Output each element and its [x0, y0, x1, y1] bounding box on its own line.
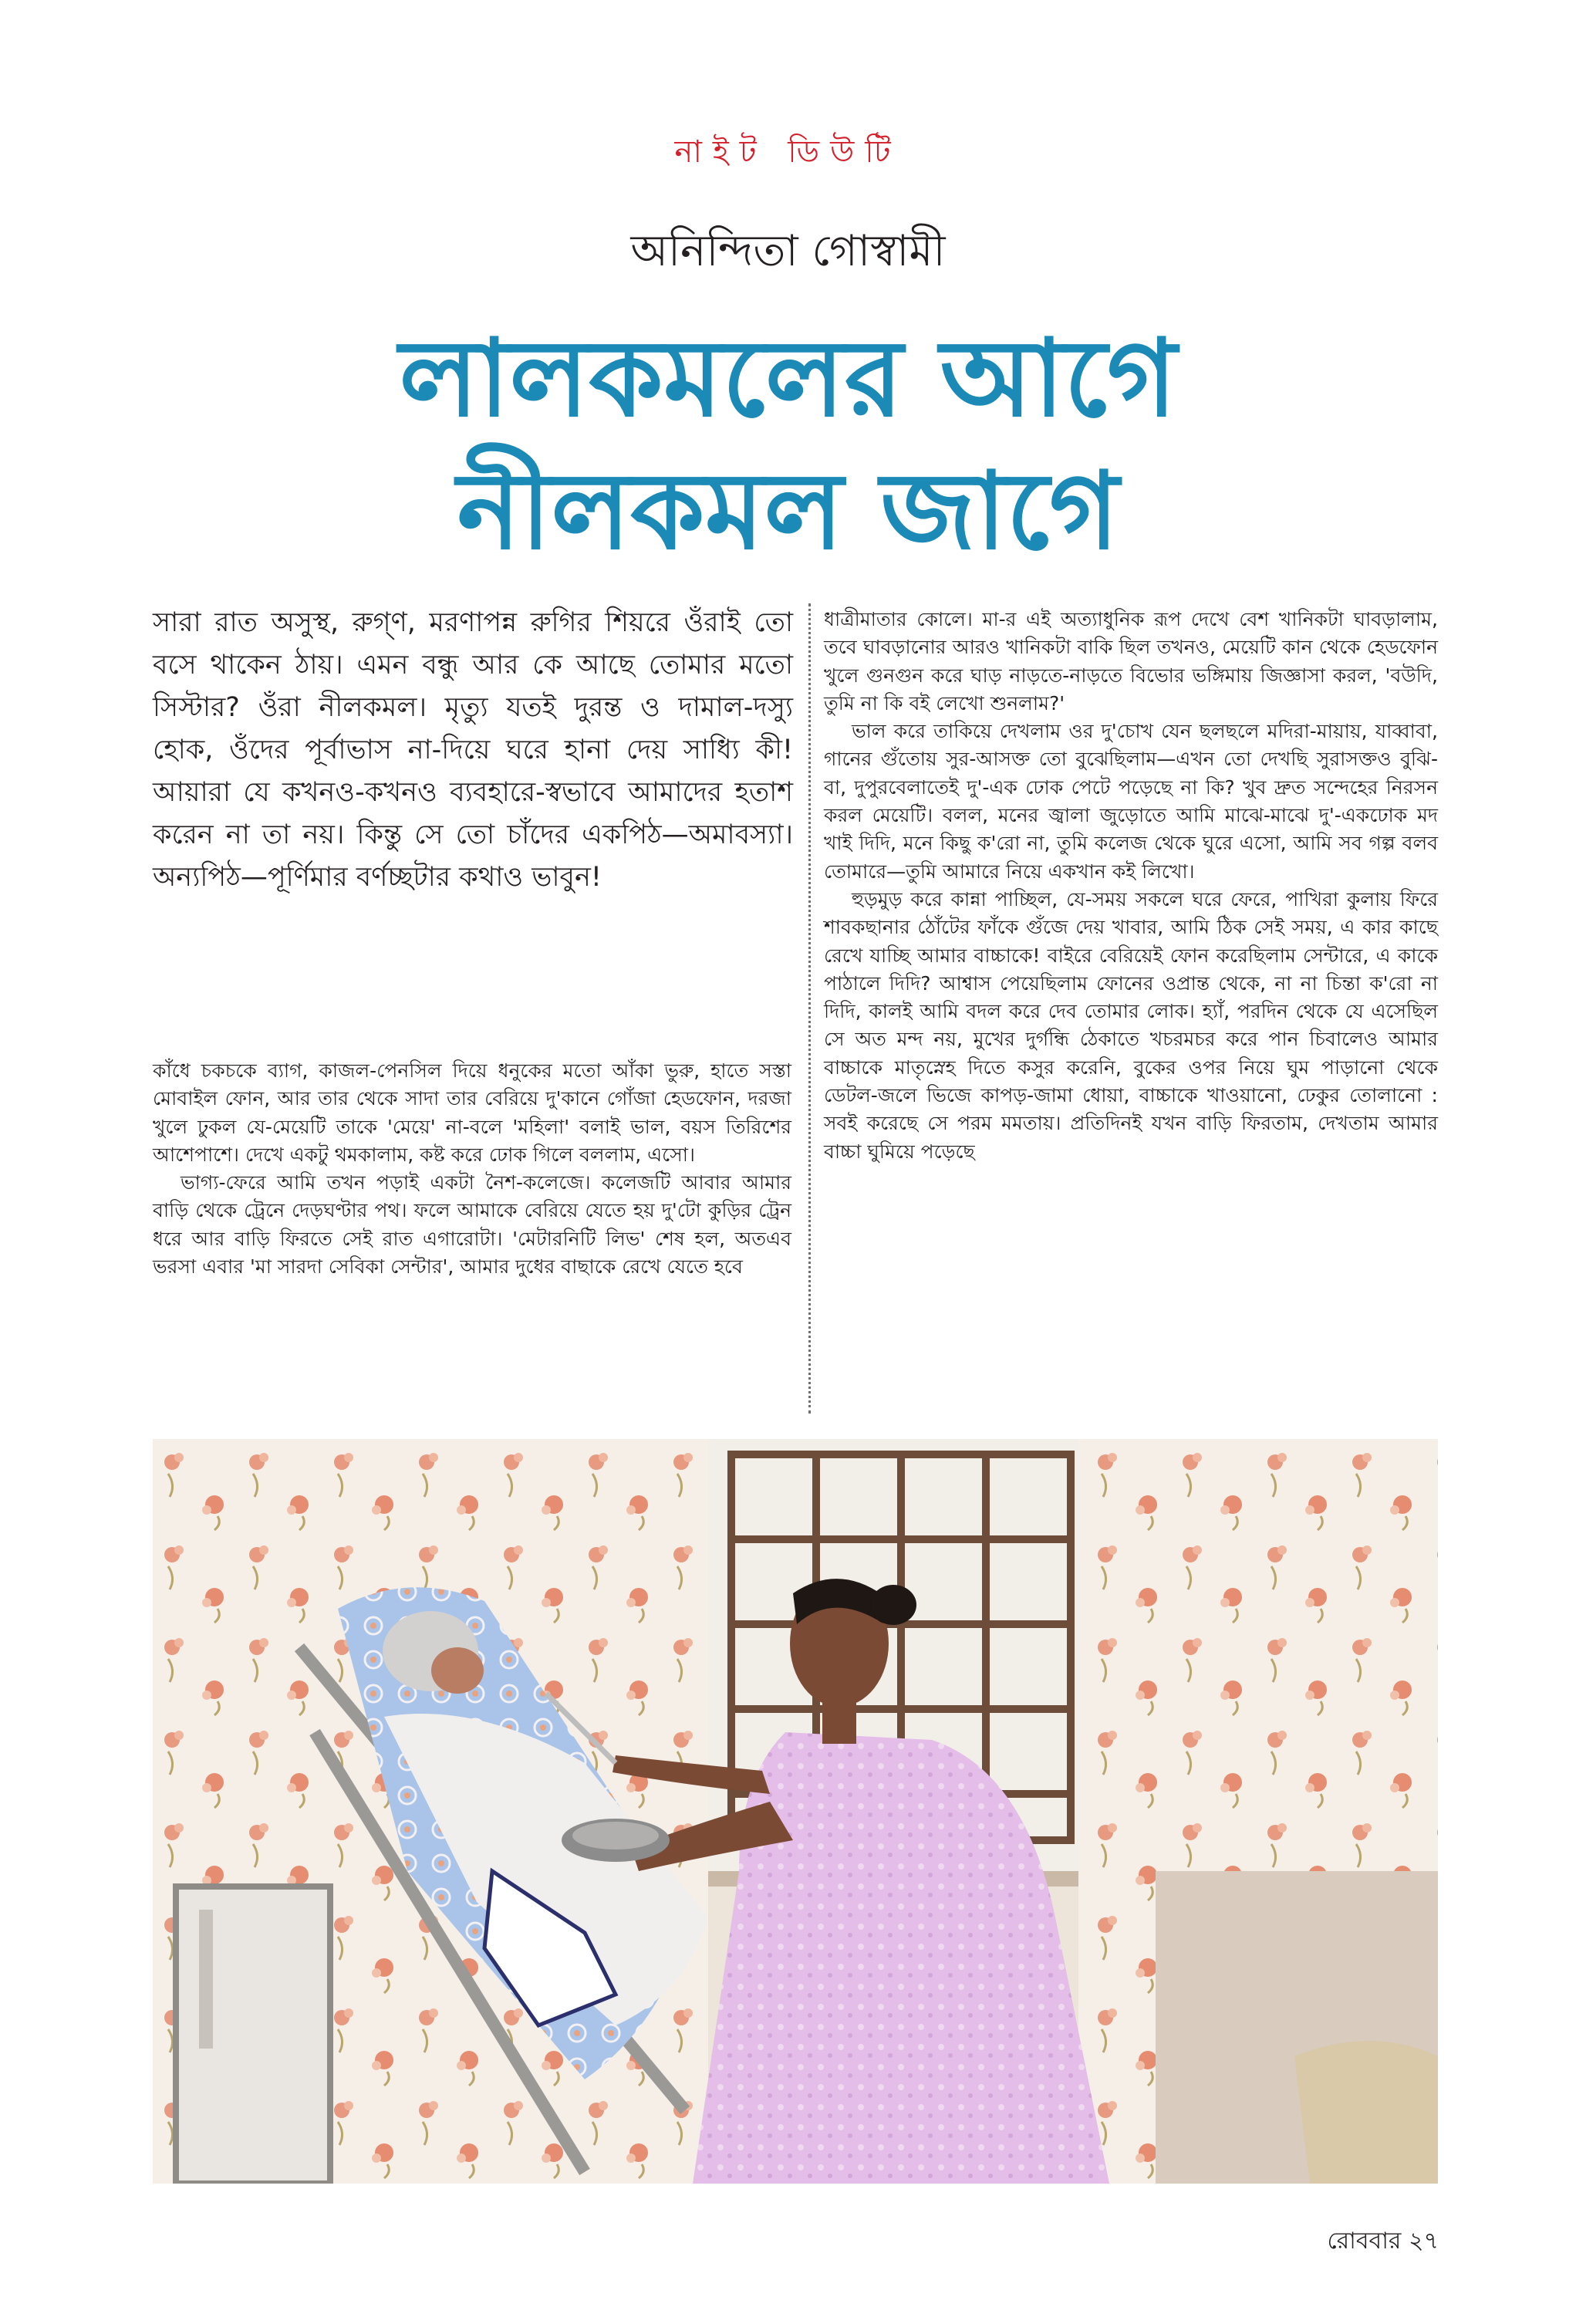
body-paragraph: কাঁধে চকচকে ব্যাগ, কাজল-পেনসিল দিয়ে ধনুকের মতো আঁকা ভুরু, হাতে সস্তা মোবাইল ফোন, আর তার থেকে সাদা তার বেরিয়ে দু'কানে গোঁজা হেডফোন, দরজা খুলে ঢুকল যে-মেয়েটি তাকে 'মেয়ে' না-বলে 'মহিলা' বলাই ভাল, বয়স তিরিশের আশেপাশে। দেখে একটু থমকালাম, কষ্ট করে ঢোক গিলে বললাম, এসো।: [153, 1059, 791, 1166]
headline: [0, 312, 1576, 590]
body-paragraph: ভাগ্য-ফেরে আমি তখন পড়াই একটা নৈশ-কলেজে। কলেজটি আবার আমার বাড়ি থেকে ট্রেনে দেড়ঘণ্টার পথ। ফলে আমাকে বেরিয়ে যেতে হয় দু'টো কুড়ির ট্রেন ধরে আর বাড়ি ফিরতে সেই রাত এগারোটা। 'মেটারনিটি লিভ' শেষ হল, অতএব ভরসা এবার 'মা সারদা সেবিকা সেন্টার', আমার দুধের বাছাকে রেখে যেতে হবে: [153, 1171, 791, 1279]
author-byline: অনিন্দিতা গোস্বামী: [630, 226, 946, 276]
page-folio: রোববার ২৭: [1327, 2228, 1439, 2255]
body-paragraph: হুড়মুড় করে কান্না পাচ্ছিল, যে-সময় সকলে ঘরে ফেরে, পাখিরা কুলায় ফিরে শাবকছানার ঠোঁটের ফাঁকে গুঁজে দেয় খাবার, আমি ঠিক সেই সময়, এ কার কাছে রেখে যাচ্ছি আমার বাচ্চাকে! বাইরে বেরিয়েই ফোন করেছিলাম সেন্টারে, এ কাকে পাঠালে দিদি? আশ্বাস পেয়েছিলাম ফোনের ওপ্রান্ত থেকে, না না চিন্তা ক'রো না দিদি, কালই আমি বদল করে দেব তোমার লোক। হ্যাঁ, পরদিন থেকে যে এসেছিল সে অত মন্দ নয়, মুখের দুর্গন্ধি ঠেকাতে খচরমচর করে পান চিবালেও আমার বাচ্চাকে মাতৃস্নেহ দিতে কসুর করেনি, বুকের ওপর নিয়ে ঘুম পাড়ানো থেকে ডেটল-জলে ভিজে কাপড়-জামা ধোয়া, বাচ্চাকে খাওয়ানো, ঢেকুর তোলানো : সবই করেছে সে পরম মমতায়। প্রতিদিনই যখন বাড়ি ফিরতাম, দেখতাম আমার বাচ্চা ঘুমিয়ে পড়েছে: [824, 887, 1438, 1163]
body-column-left: [153, 1057, 791, 1414]
body-paragraph: ভাল করে তাকিয়ে দেখলাম ওর দু'চোখ যেন ছলছলে মদিরা-মায়ায়, যাব্বাবা, গানের গুঁতোয় সুর-আসক্ত তো বুঝেছিলাম—এখন তো দেখছি সুরাসক্তও বুঝি-বা, দুপুরবেলাতেই দু'-এক ঢোক পেটে পড়েছে না কি? খুব দ্রুত সন্দেহের নিরসন করল মেয়েটি। বলল, মনের জ্বালা জুড়োতে আমি মাঝে-মাঝে দু'-একঢোক মদ খাই দিদি, মনে কিছু ক'রো না, তুমি কলেজ থেকে ঘুরে এসো, আমি সব গল্প বলব তোমারে—তুমি আমারে নিয়ে একখান কই লিখো।: [824, 720, 1438, 883]
column-divider: [808, 603, 811, 1414]
photo-illustration: [153, 1439, 1438, 2184]
headline-line-1: লালকমলের আগে: [399, 316, 1177, 441]
section-label: নাইট ডিউটি: [674, 134, 902, 170]
article-photo: [153, 1439, 1438, 2184]
headline-line-2: নীলকমল জাগে: [457, 449, 1119, 573]
lead-paragraph: সারা রাত অসুস্থ, রুগ্ণ, মরণাপন্ন রুগির শিয়রে ওঁরাই তো বসে থাকেন ঠায়। এমন বন্ধু আর কে আছে তোমার মতো সিস্টার? ওঁরা নীলকমল। মৃত্যু যতই দুরন্ত ও দামাল-দস্যু হোক, ওঁদের পূর্বাভাস না-দিয়ে ঘরে হানা দেয় সাধ্যি কী! আয়ারা যে কখনও-কখনও ব্যবহারে-স্বভাবে আমাদের হতাশ করেন না তা নয়। কিন্তু সে তো চাঁদের একপিঠ—অমাবস্যা। অন্যপিঠ—পূর্ণিমার বর্ণচ্ছটার কথাও ভাবুন!: [153, 607, 793, 893]
body-column-right: [824, 606, 1438, 1414]
body-paragraph: ধাত্রীমাতার কোলে। মা-র এই অত্যাধুনিক রূপ দেখে বেশ খানিকটা ঘাবড়ালাম, তবে ঘাবড়ানোর আরও খানিকটা বাকি ছিল তখনও, মেয়েটি কান থেকে হেডফোন খুলে গুনগুন করে ঘাড় নাড়তে-নাড়তে বিভোর ভঙ্গিমায় জিজ্ঞাসা করল, 'বউদি, তুমি না কি বই লেখো শুনলাম?': [824, 608, 1438, 714]
